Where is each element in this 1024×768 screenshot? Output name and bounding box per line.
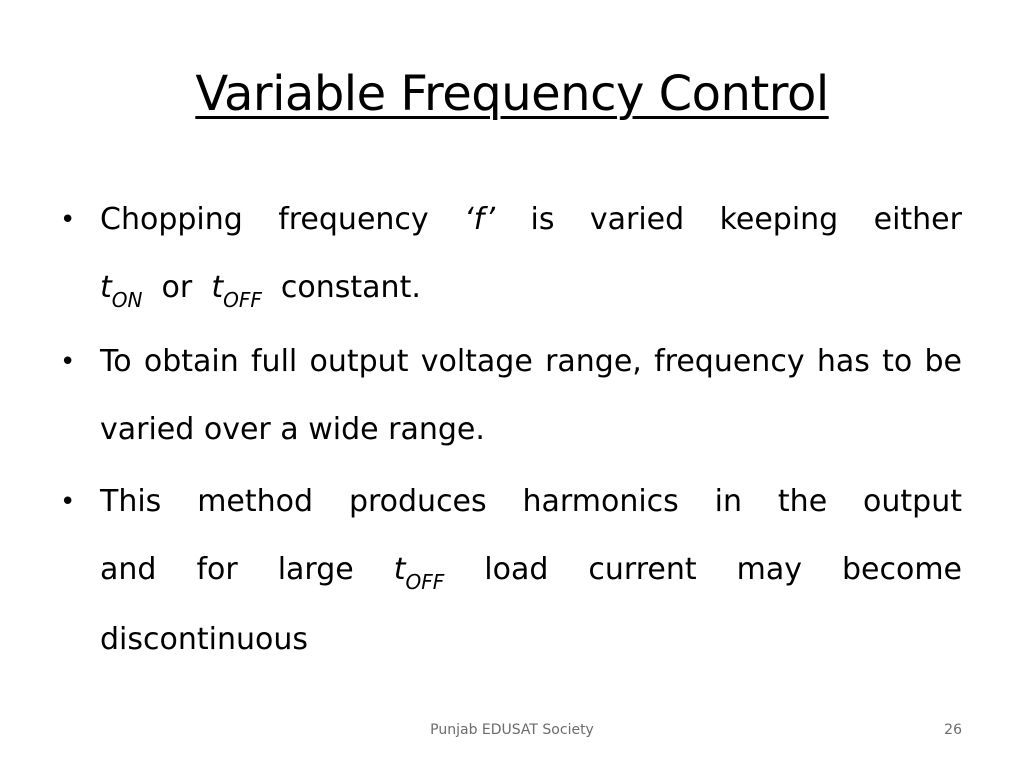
t-off-subscript: OFF	[223, 288, 262, 312]
bullet-1-line-2	[100, 254, 962, 324]
bullet-2-text: To obtain full output voltage range, frequency has to be varied over a wide range.	[100, 344, 962, 447]
bullet-3-line-3: discontinuous	[100, 622, 308, 657]
bullet-1-text-b: is varied keeping either	[530, 202, 962, 237]
bullet-3-text-b: load current may become	[484, 552, 962, 587]
bullet-item-2	[60, 328, 962, 464]
t-off-symbol: t	[393, 552, 406, 587]
bullet-dot: •	[60, 205, 76, 235]
bullet-1-text-a: Chopping frequency	[100, 202, 429, 237]
bullet-item-1	[60, 186, 962, 324]
page-number: 26	[944, 722, 962, 738]
bullet-3-line-1: This method produces harmonics in the output	[100, 484, 962, 519]
constant-word: constant.	[280, 270, 421, 305]
t-off-subscript: OFF	[405, 570, 445, 594]
bullet-list	[60, 186, 962, 674]
bullet-3-text-a: and for large	[100, 552, 354, 587]
t-on-symbol: t	[100, 270, 112, 305]
bullet-dot: •	[60, 347, 76, 377]
t-on-subscript: ON	[111, 288, 143, 312]
bullet-1-line-1	[100, 186, 962, 254]
bullet-item-3	[60, 468, 962, 674]
f-symbol: ‘f’	[464, 202, 496, 237]
bullet-3-line-2	[100, 536, 962, 606]
footer-text: Punjab EDUSAT Society	[430, 722, 594, 738]
bullet-dot: •	[60, 487, 76, 517]
t-off-symbol: t	[211, 270, 224, 305]
slide-title: Variable Frequency Control	[195, 66, 829, 122]
or-word: or	[161, 270, 193, 305]
